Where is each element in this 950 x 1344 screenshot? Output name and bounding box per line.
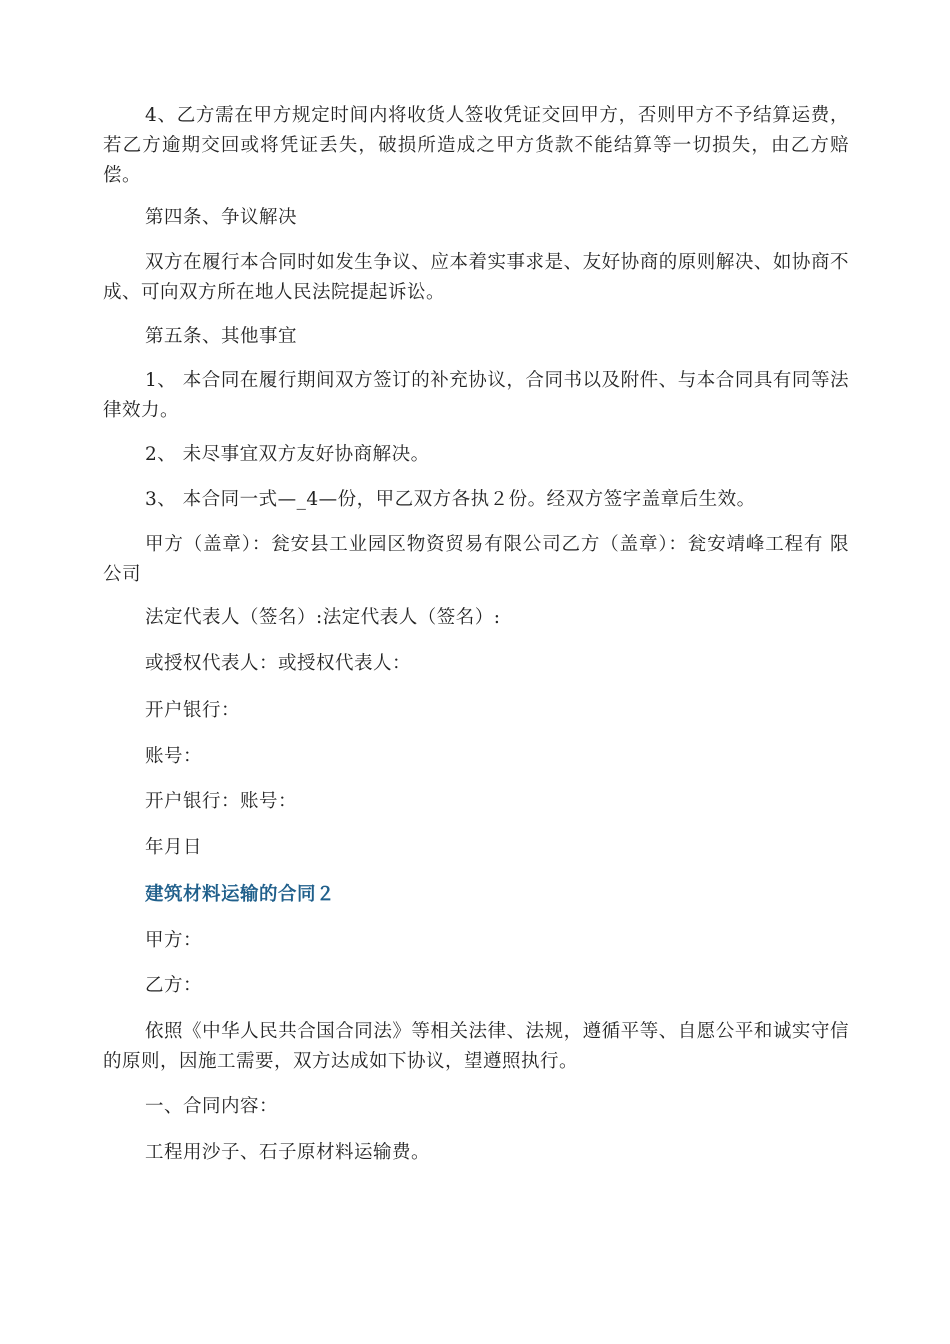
authorized-representative-line: 或授权代表人：或授权代表人：	[145, 653, 412, 674]
other-matters-item-3: 3、 本合同一式—_4—份，甲乙双方各执２份。经双方签字盖章后生效。	[145, 489, 756, 510]
other-matters-item-2: 2、 未尽事宜双方友好协商解决。	[145, 444, 430, 465]
article-4-heading: 第四条、争议解决	[145, 207, 298, 228]
section-title: 建筑材料运输的合同２	[145, 884, 336, 905]
dispute-resolution-paragraph: 双方在履行本合同时如发生争议、应本着实事求是、友好协商的原则解决、如协商不成、可向双方所在地人民法院提起诉讼。	[103, 252, 849, 303]
party-b-line: 乙方：	[145, 975, 203, 996]
party-seals-line: 甲方（盖章）：瓮安县工业园区物资贸易有限公司乙方（盖章）：瓮安靖峰工程有 限公司	[103, 534, 849, 585]
account-line: 账号：	[145, 746, 203, 767]
article-5-heading: 第五条、其他事宜	[145, 326, 298, 347]
contract-content-paragraph: 工程用沙子、石子原材料运输费。	[145, 1142, 431, 1163]
contract-content-heading: 一、合同内容：	[145, 1096, 279, 1117]
bank-line: 开户银行：	[145, 700, 241, 721]
date-line: 年月日	[145, 837, 203, 858]
other-matters-item-1: 1、 本合同在履行期间双方签订的补充协议，合同书以及附件、与本合同具有同等法律效力。	[103, 370, 849, 421]
legal-representative-line: 法定代表人（签名）:法定代表人（签名）:	[145, 607, 501, 628]
bank-account-line: 开户银行：账号：	[145, 791, 298, 812]
clause-4-paragraph: 4、乙方需在甲方规定时间内将收货人签收凭证交回甲方，否则甲方不予结算运费，若乙方逾期交回或将凭证丢失，破损所造成之甲方货款不能结算等一切损失，由乙方赔偿。	[103, 105, 849, 186]
party-a-line: 甲方：	[145, 930, 203, 951]
preamble-paragraph: 依照《中华人民共合国合同法》等相关法律、法规，遵循平等、自愿公平和诚实守信的原则，因施工需要，双方达成如下协议，望遵照执行。	[103, 1021, 849, 1072]
